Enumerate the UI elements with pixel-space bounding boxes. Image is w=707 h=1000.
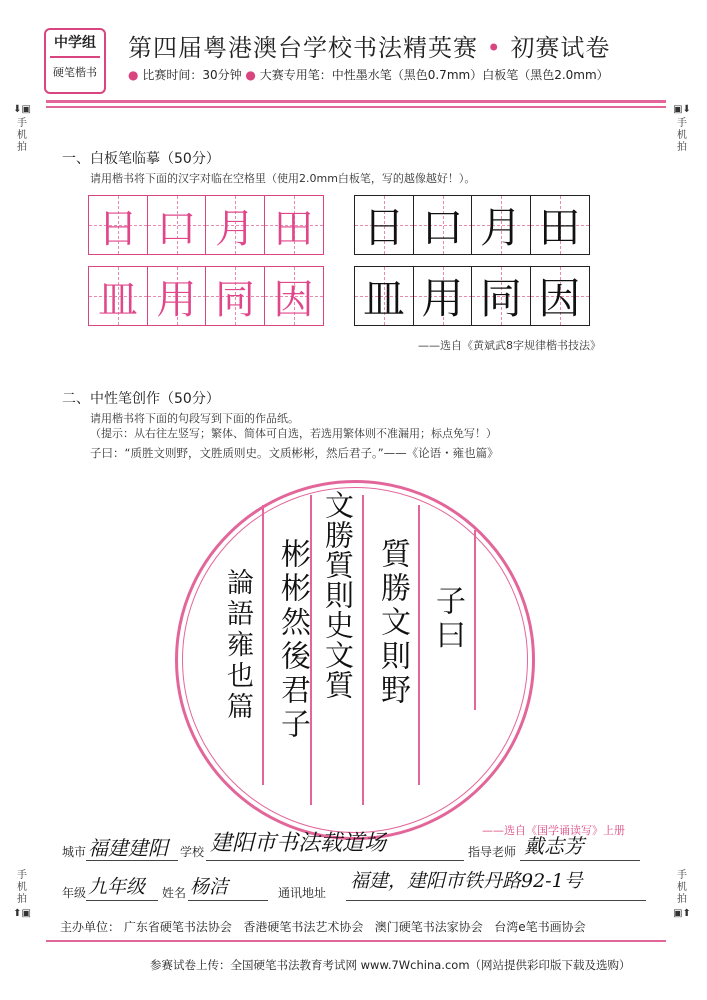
model-character: 同 bbox=[215, 276, 255, 323]
grade-label: 年级 bbox=[62, 886, 87, 900]
section2-instruction: 请用楷书将下面的句段写到下面的作品纸。 bbox=[90, 412, 299, 425]
title-main: 第四届粤港澳台学校书法精英赛 bbox=[128, 34, 478, 62]
model-cell bbox=[264, 195, 324, 255]
side-note-left-bottom bbox=[12, 868, 32, 920]
organizer-item: 台湾e笔书画协会 bbox=[494, 920, 586, 934]
badge-divider bbox=[50, 56, 100, 58]
model-character: 口 bbox=[156, 205, 197, 252]
exam-time: 比赛时间：30分钟 bbox=[142, 68, 242, 82]
model-cell bbox=[264, 266, 324, 326]
city-underline bbox=[86, 860, 178, 861]
bullet-icon: ● bbox=[245, 68, 256, 82]
name-label: 姓名 bbox=[162, 886, 187, 900]
practice-character: 皿 bbox=[362, 274, 405, 323]
practice-cell[interactable] bbox=[354, 266, 414, 326]
side-note-text: 手机拍 bbox=[17, 118, 27, 153]
section2-source: ——选自《国学诵读写》上册 bbox=[482, 824, 625, 837]
name-value[interactable]: 杨洁 bbox=[190, 876, 229, 898]
organizers-label: 主办单位： bbox=[60, 920, 121, 934]
name-underline bbox=[188, 900, 268, 901]
work-column-1: 子曰 bbox=[430, 585, 465, 653]
column-line bbox=[262, 505, 264, 785]
footer-rule bbox=[46, 940, 666, 942]
practice-cell[interactable] bbox=[530, 195, 590, 255]
side-note-text: 手机拍 bbox=[677, 118, 687, 153]
model-cell bbox=[205, 195, 265, 255]
side-note-text: 手机拍 bbox=[17, 870, 27, 905]
exam-pen: 大赛专用笔：中性墨水笔（黑色0.7mm）白板笔（黑色2.0mm） bbox=[259, 68, 609, 82]
header-rule-thin bbox=[46, 106, 666, 108]
section2-title: 二、中性笔创作（50分） bbox=[62, 391, 220, 407]
practice-cell[interactable] bbox=[530, 266, 590, 326]
practice-character: 同 bbox=[479, 274, 522, 323]
model-cell bbox=[147, 266, 207, 326]
organizer-item: 澳门硬笔书法家协会 bbox=[374, 920, 483, 934]
work-column-2: 質勝文則野 bbox=[375, 538, 410, 708]
model-character: 月 bbox=[215, 205, 255, 252]
model-character: 因 bbox=[273, 276, 314, 323]
camera-icon: ▣⬇ bbox=[673, 104, 691, 115]
title-dot: • bbox=[486, 34, 502, 62]
address-label: 通讯地址 bbox=[278, 886, 327, 900]
camera-icon: ⬇▣ bbox=[13, 104, 31, 115]
practice-cell[interactable] bbox=[471, 195, 531, 255]
model-cell bbox=[147, 195, 207, 255]
address-value[interactable]: 福建，建阳市铁丹路92-1号 bbox=[350, 870, 583, 892]
model-cell bbox=[205, 266, 265, 326]
work-column-4: 彬彬然後君子 bbox=[275, 538, 310, 742]
side-note-left-top bbox=[12, 104, 32, 156]
copy-row1-practice bbox=[354, 195, 588, 255]
group-badge bbox=[44, 28, 106, 94]
teacher-underline bbox=[520, 860, 640, 861]
address-underline bbox=[346, 900, 646, 901]
group-label: 中学组 bbox=[54, 35, 96, 51]
practice-character: 用 bbox=[421, 274, 464, 323]
bullet-icon: ● bbox=[128, 68, 139, 82]
copy-row2-model bbox=[88, 266, 322, 326]
copy-row1-model bbox=[88, 195, 322, 255]
column-line bbox=[474, 530, 476, 710]
model-character: 田 bbox=[273, 205, 314, 252]
side-note-right-top bbox=[672, 104, 692, 156]
city-value[interactable]: 福建建阳 bbox=[88, 836, 168, 860]
organizer-item: 香港硬笔书法艺术协会 bbox=[243, 920, 364, 934]
copy-row2-practice bbox=[354, 266, 588, 326]
model-cell bbox=[88, 266, 148, 326]
model-character: 用 bbox=[156, 276, 197, 323]
teacher-label: 指导老师 bbox=[468, 845, 517, 859]
practice-character: 口 bbox=[421, 203, 464, 252]
work-column-5: 論語雍也篇 bbox=[222, 568, 253, 723]
school-value[interactable]: 建阳市书法载道场 bbox=[210, 831, 387, 856]
teacher-value[interactable]: 戴志芳 bbox=[524, 834, 584, 858]
work-column-3: 文勝質則史文質 bbox=[321, 490, 355, 700]
side-note-text: 手机拍 bbox=[677, 870, 687, 905]
school-underline bbox=[206, 860, 464, 861]
column-line bbox=[362, 495, 364, 805]
header-rule bbox=[46, 100, 666, 103]
section1-source: ——选自《黄斌武8字规律楷书技法》 bbox=[418, 339, 601, 352]
city-label: 城市 bbox=[62, 845, 87, 859]
section2-quote: 子曰：“质胜文则野，文胜质则史。文质彬彬，然后君子。”——《论语・雍也篇》 bbox=[90, 446, 499, 460]
practice-character: 因 bbox=[538, 274, 581, 323]
model-character: 皿 bbox=[98, 276, 138, 323]
model-cell bbox=[88, 195, 148, 255]
practice-cell[interactable] bbox=[354, 195, 414, 255]
practice-cell[interactable] bbox=[471, 266, 531, 326]
practice-cell[interactable] bbox=[413, 195, 473, 255]
camera-icon: ▣⬆ bbox=[673, 908, 691, 919]
upload-notice: 参赛试卷上传：全国硬笔书法教育考试网 www.7Wchina.com（网站提供彩印版下载及选购） bbox=[150, 958, 631, 972]
section2-hint: （提示：从右往左竖写；繁体、简体可自选，若选用繁体则不准漏用；标点免写！） bbox=[90, 427, 497, 440]
organizers bbox=[60, 918, 586, 935]
model-character: 日 bbox=[98, 205, 138, 252]
grade-value[interactable]: 九年级 bbox=[88, 876, 146, 898]
exam-meta bbox=[128, 66, 609, 83]
camera-icon: ⬆▣ bbox=[13, 908, 31, 919]
section1-title: 一、白板笔临摹（50分） bbox=[62, 151, 220, 167]
column-line bbox=[418, 505, 420, 785]
grade-underline bbox=[86, 900, 158, 901]
organizer-item: 广东省硬笔书法协会 bbox=[123, 920, 232, 934]
section1-instruction: 请用楷书将下面的汉字对临在空格里（使用2.0mm白板笔，写的越像越好！）。 bbox=[90, 172, 476, 185]
practice-cell[interactable] bbox=[413, 266, 473, 326]
title-suffix: 初赛试卷 bbox=[510, 34, 611, 62]
practice-character: 月 bbox=[479, 203, 522, 252]
practice-character: 日 bbox=[362, 203, 405, 252]
side-note-right-bottom bbox=[672, 868, 692, 920]
group-sub-label: 硬笔楷书 bbox=[53, 66, 97, 79]
school-label: 学校 bbox=[180, 845, 205, 859]
page-title bbox=[128, 28, 610, 63]
practice-character: 田 bbox=[538, 203, 581, 252]
